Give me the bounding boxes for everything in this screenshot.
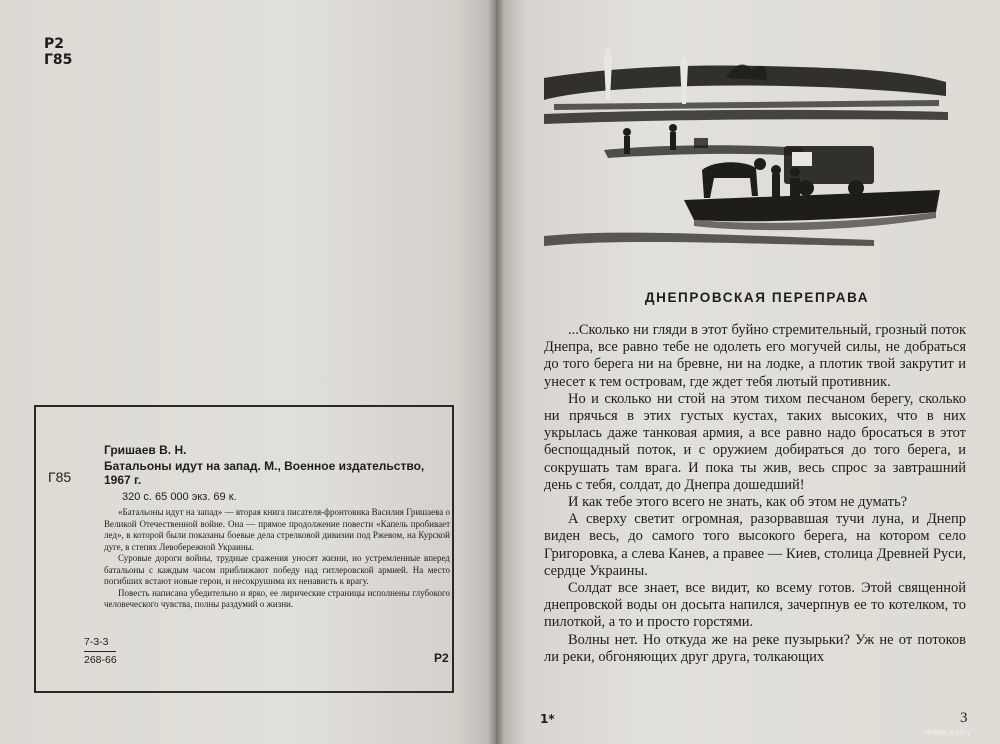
- card-author: Гришаев В. Н.: [104, 443, 187, 457]
- card-corner-code: Р2: [434, 651, 449, 665]
- text-paragraph: И как тебе этого всего не знать, как об этом не думать?: [568, 494, 908, 511]
- chapter-text: [544, 322, 966, 666]
- chapter-title: ДНЕПРОВСКАЯ ПЕРЕПРАВА: [644, 290, 870, 305]
- watermark: www.ay.by: [924, 728, 972, 738]
- card-abstract-paragraph: Суровые дороги войны, трудные сражения уносят жизни, но устремленные вперед батальоны с каждым часом приближают победу над гитлеровской армией. На место погибших встают новые герои, и несокрушима их ненависть к врагу.: [104, 553, 450, 586]
- card-index-numbers: [84, 635, 117, 668]
- card-abstract-paragraph: «Батальоны идут на запад» — вторая книга писателя-фронтовика Василия Гришаева о Великой Отечественной войне. Она — прямое продолжение повести «Капель пробивает лед», в которой были показаны боевые дела стрелковой дивизии под Ржевом, на Курской дуге, в степях Левобережной Украины.: [104, 507, 450, 552]
- shelf-code-line-1: Р2: [44, 36, 65, 52]
- card-index-top: 7-3-3: [84, 636, 109, 648]
- text-paragraph: А сверху светит огромная, разорвавшая тучи луна, и Днепр виден весь, до самого того высокого берега, на котором село Григоровка, а слева Канев, а правее — Киев, столица Древней Руси, сердце Украины.: [544, 511, 966, 579]
- shelf-code-line-2: Г85: [44, 52, 73, 68]
- book-gutter: [488, 0, 504, 744]
- text-paragraph: ...Сколько ни гляди в этот буйно стремительный, грозный поток Днепра, все равно тебе не одолеть его могучей силы, не добраться до того берега ни на бревне, ни на лодке, а плотик твой закрутит и унесет к тем островам, где ждет тебя лютый противник.: [544, 322, 966, 390]
- river-crossing-illustration: [544, 40, 950, 256]
- card-index-rule: [84, 651, 116, 652]
- card-abstract-paragraph: Повесть написана убедительно и ярко, ее лирические страницы исполнены глубокого человеческого чувства, полны раздумий о жизни.: [104, 587, 450, 609]
- left-page: [0, 0, 496, 744]
- text-paragraph: Но и сколько ни стой на этом тихом песчаном берегу, сколько ни прячься в этих густых кустах, таких высоких, что в них укрылась даже танковая армия, а все равно надо бросаться в этот беспощадный поток, и с оружием добираться до того берега, и сокрушать там врага. И пока ты жив, весь спрос за завтрашний день с тебя, солдат, до Днепра дошедший!: [544, 390, 966, 493]
- card-classification: Г85: [48, 469, 72, 485]
- card-index-bottom: 268-66: [84, 654, 117, 666]
- card-imprint: 320 с. 65 000 экз. 69 к.: [122, 491, 237, 503]
- text-paragraph: Волны нет. Но откуда же на реке пузырьки? Уж не от потоков ли реки, обгоняющих друг друга, толкающих: [544, 631, 966, 665]
- text-paragraph: Солдат все знает, все видит, ко всему готов. Этой священной днепровской воды он досыта напился, зачерпнув ее то котелком, то пилоткой, а то и просто горстями.: [544, 580, 966, 631]
- card-abstract: [104, 507, 450, 611]
- signature-mark: 1*: [540, 712, 555, 726]
- catalog-card: [34, 405, 454, 693]
- shelf-code: [44, 36, 72, 68]
- page-number: 3: [960, 710, 968, 726]
- card-title: Батальоны идут на запад. М., Военное издательство, 1967 г.: [104, 459, 425, 487]
